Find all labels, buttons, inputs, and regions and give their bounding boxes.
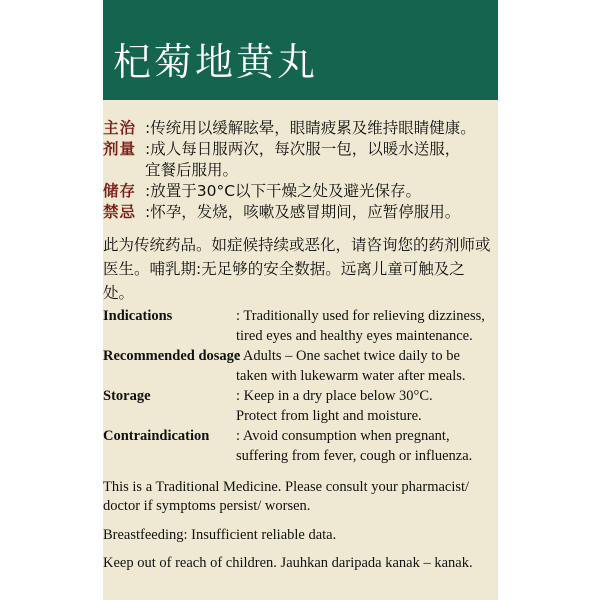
en-dosage-text: : Adults – One sachet twice daily to be taken with lukewarm water after meals. (236, 348, 466, 384)
en-storage-row (103, 386, 498, 426)
cn-dosage-label: 剂量 (103, 140, 137, 158)
product-title: 杞菊地黄丸 (113, 40, 319, 84)
chinese-note: 此为传统药品。如症候持续或恶化，请咨询您的药剂师或医生。哺乳期:无足够的安全数据。远离儿童可触及之处。 (103, 236, 491, 302)
en-contraindication-label: Contraindication (103, 428, 210, 444)
cn-indications-row (103, 118, 498, 139)
children-warning: Keep out of reach of children. Jauhkan daripada kanak – kanak. (103, 555, 473, 571)
english-sections (103, 306, 498, 466)
cn-indications-label: 主治 (103, 119, 137, 137)
en-storage-label: Storage (103, 388, 151, 404)
medicine-label (103, 0, 498, 600)
en-storage-text: : Keep in a dry place below 30°C. Protect from light and moisture. (236, 388, 433, 424)
en-dosage-label: Recommended dosage (103, 348, 241, 364)
cn-storage-row (103, 181, 498, 202)
cn-storage-text: :放置于30°C以下干燥之处及避光保存。 (145, 182, 422, 200)
en-indications-row (103, 306, 498, 346)
en-dosage-row (103, 346, 498, 386)
cn-indications-text: :传统用以缓解眩晕，眼睛疲累及维持眼睛健康。 (145, 119, 476, 137)
breastfeeding-note: Breastfeeding: Insufficient reliable data. (103, 527, 337, 543)
traditional-medicine-note: This is a Traditional Medicine. Please consult your pharmacist/ doctor if symptoms persist/ worsen. (103, 479, 470, 514)
cn-dosage-row (103, 139, 498, 181)
en-contraindication-row (103, 426, 498, 466)
cn-contraindication-text: :怀孕，发烧，咳嗽及感冒期间，应暂停服用。 (145, 203, 461, 221)
en-indications-text: : Traditionally used for relieving dizziness, tired eyes and healthy eyes maintenance. (236, 308, 485, 344)
en-indications-label: Indications (103, 308, 173, 324)
en-contraindication-text: : Avoid consumption when pregnant, suffering from fever, cough or influenza. (236, 428, 473, 464)
cn-dosage-text: :成人每日服两次，每次服一包，以暖水送服， 宜餐后服用。 (145, 140, 461, 179)
cn-contraindication-label: 禁忌 (103, 203, 137, 221)
cn-contraindication-row (103, 202, 498, 223)
label-header (103, 0, 498, 100)
chinese-sections (103, 118, 498, 223)
cn-storage-label: 储存 (103, 182, 137, 200)
